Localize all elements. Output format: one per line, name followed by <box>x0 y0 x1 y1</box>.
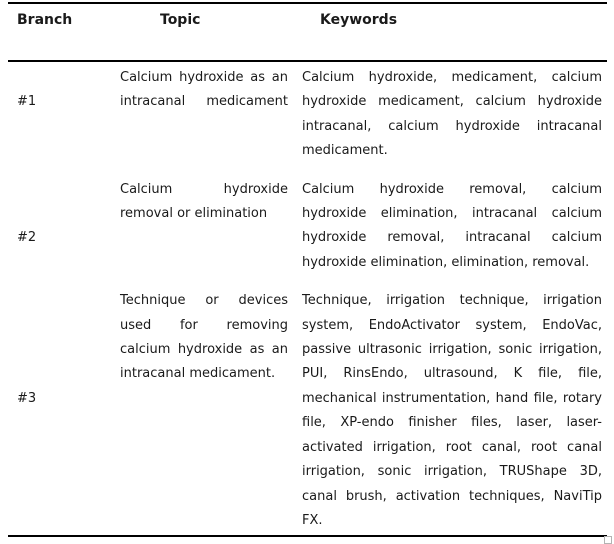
column-header-topic: Topic <box>160 12 201 28</box>
table-resize-handle[interactable] <box>604 536 612 544</box>
column-gap <box>288 10 302 60</box>
branch-cell: #2 <box>17 230 37 246</box>
search-strategy-table <box>8 2 607 537</box>
branch-cell: #1 <box>17 94 37 110</box>
topic-cell: Calcium hydroxide removal or elimination <box>120 181 288 222</box>
column-gap <box>288 66 302 164</box>
column-header-keywords: Keywords <box>320 12 398 28</box>
column-gap <box>288 178 302 276</box>
keywords-cell: Calcium hydroxide, medicament, calcium hydroxide medicament, calcium hydroxide intracanal, calcium hydroxide intracanal medicament. <box>302 70 602 159</box>
branch-cell: #3 <box>17 390 37 406</box>
table-row <box>8 174 607 286</box>
table-row <box>8 285 607 537</box>
keywords-cell: Calcium hydroxide removal, calcium hydroxide elimination, intracanal calcium hydroxide removal, intracanal calcium hydroxide elimination, elimination, removal. <box>302 181 602 270</box>
column-gap <box>288 289 302 533</box>
column-header-branch: Branch <box>17 12 73 28</box>
table-row <box>8 62 607 174</box>
topic-cell: Technique or devices used for removing calcium hydroxide as an intracanal medicament. <box>120 293 288 382</box>
topic-cell: Calcium hydroxide as an intracanal medicament <box>120 70 288 110</box>
table-header-row <box>8 4 607 62</box>
keywords-cell: Technique, irrigation technique, irrigation system, EndoActivator system, EndoVac, passive ultrasonic irrigation, sonic irrigation, PUI, RinsEndo, ultrasound, K file, file, mechanical instrumentation, hand file, rotary file, XP-endo finisher files, laser, laser-activated irrigation, root canal, root canal irrigation, sonic irrigation, TRUShape 3D, canal brush, activation techniques, NaviTip FX. <box>302 293 602 528</box>
